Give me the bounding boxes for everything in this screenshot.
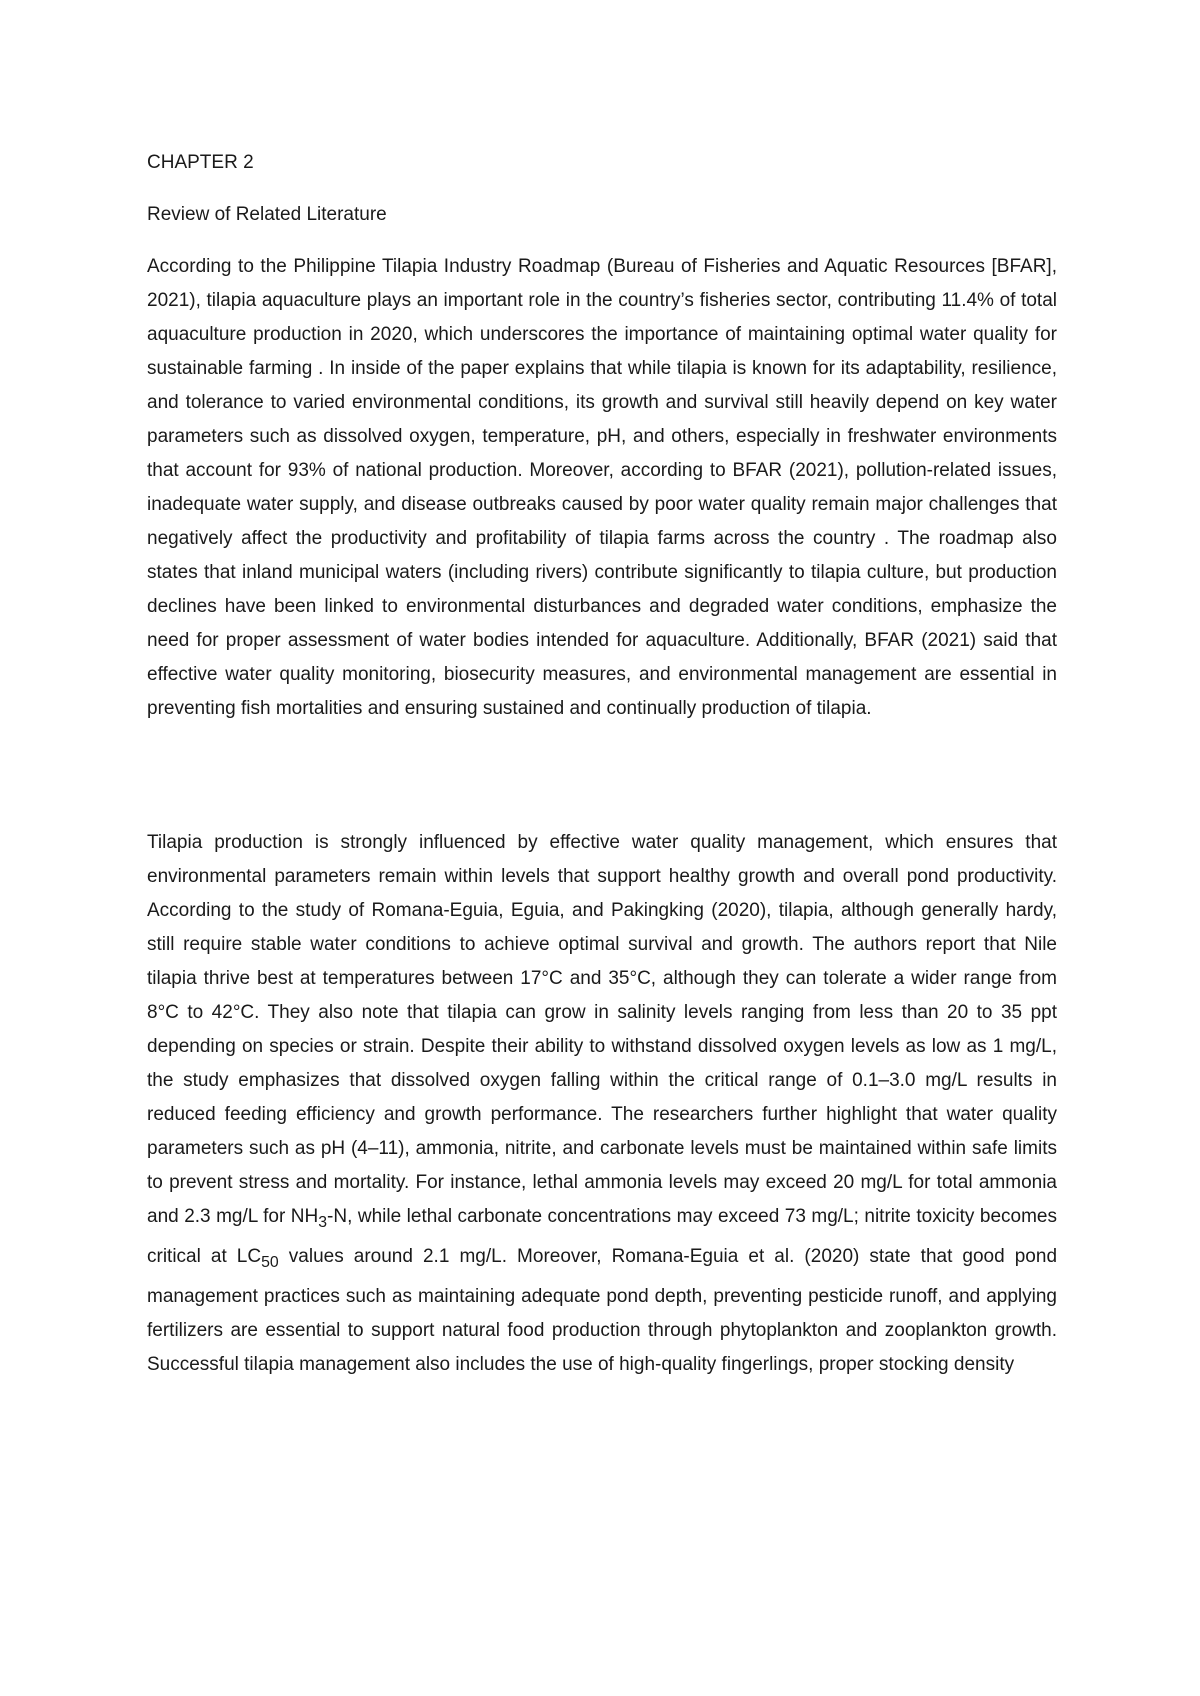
paragraph-1: According to the Philippine Tilapia Industry Roadmap (Bureau of Fisheries and Aquatic Resources [BFAR], 2021), tilapia aquaculture plays an important role in the country’s fisheries sector, contributing 11.4% of total aquaculture production in 2020, which underscores the importance of maintaining optimal water quality for sustainable farming . In inside of the paper explains that while tilapia is known for its adaptability, resilience, and tolerance to varied environmental conditions, its growth and survival still heavily depend on key water parameters such as dissolved oxygen, temperature, pH, and others, especially in freshwater environments that account for 93% of national production. Moreover, according to BFAR (2021), pollution-related issues, inadequate water supply, and disease outbreaks caused by poor water quality remain major challenges that negatively affect the productivity and profitability of tilapia farms across the country . The roadmap also states that inland municipal waters (including rivers) contribute significantly to tilapia culture, but production declines have been linked to environmental disturbances and degraded water conditions, emphasize the need for proper assessment of water bodies intended for aquaculture. Additionally, BFAR (2021) said that effective water quality monitoring, biosecurity measures, and environmental management are essential in preventing fish mortalities and ensuring sustained and continually production of tilapia. (147, 256, 1057, 719)
subscript-3: 3 (318, 1213, 328, 1231)
paragraph-2 (147, 826, 1057, 1382)
subscript-50: 50 (261, 1253, 279, 1271)
section-title: Review of Related Literature (147, 204, 387, 225)
paragraph-2-text-a: Tilapia production is strongly influenced by effective water quality management, which ensures that environmental parameters remain within levels that support healthy growth and overall pond productivity. According to the study of Romana-Eguia, Eguia, and Pakingking (2020), tilapia, although generally hardy, still require stable water conditions to achieve optimal survival and growth. The authors report that Nile tilapia thrive best at temperatures between 17°C and 35°C, although they can tolerate a wider range from 8°C to 42°C. They also note that tilapia can grow in salinity levels ranging from less than 20 to 35 ppt depending on species or strain. Despite their ability to withstand dissolved oxygen levels as low as 1 mg/L, the study emphasizes that dissolved oxygen falling within the critical range of 0.1–3.0 mg/L results in reduced feeding efficiency and growth performance. The researchers further highlight that water quality parameters such as pH (4–11), ammonia, nitrite, and carbonate levels must be maintained within safe limits to prevent stress and mortality. For instance, lethal ammonia levels may exceed 20 mg/L for total ammonia and 2.3 mg/L for NH (147, 832, 1057, 1227)
document-body (147, 146, 1057, 1382)
paragraph-2-text-b: -N, while lethal carbonate concentrations may exceed 73 mg/L; nitrite toxicity becomes critical at LC (147, 1206, 1057, 1267)
chapter-heading: CHAPTER 2 (147, 152, 254, 173)
paragraph-2-text-c: values around 2.1 mg/L. Moreover, Romana-Eguia et al. (2020) state that good pond management practices such as maintaining adequate pond depth, preventing pesticide runoff, and applying fertilizers are essential to support natural food production through phytoplankton and zooplankton growth. Successful tilapia management also includes the use of high-quality fingerlings, proper stocking density (147, 1245, 1058, 1375)
